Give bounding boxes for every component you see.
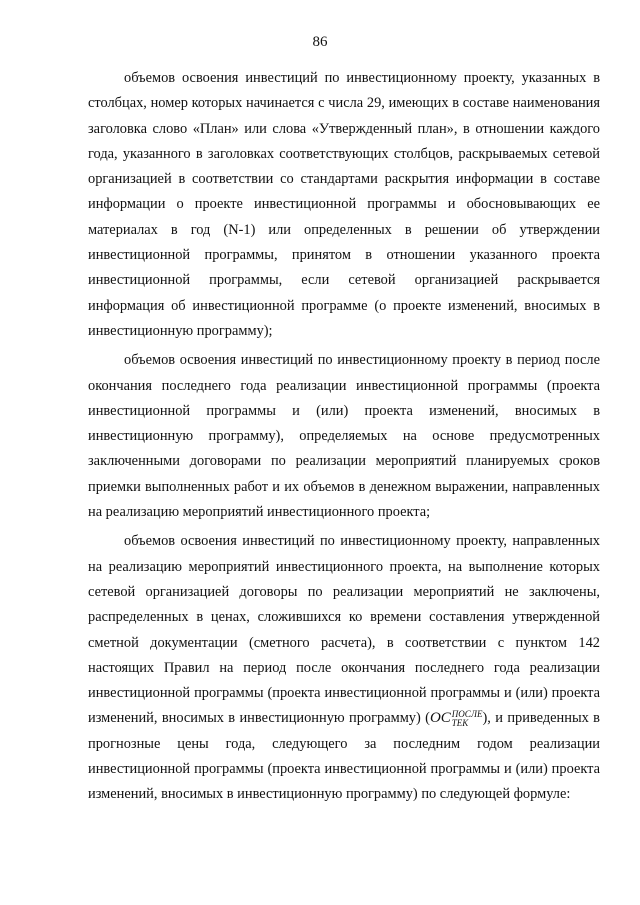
formula-base: ОС — [429, 710, 451, 727]
formula-subscript: ТЕК — [451, 717, 469, 728]
paragraph-2: объемов освоения инвестиций по инвестиционному проекту в период после окончания последнего года реализации инвестиционной программы (проекта инвестиционной программы и (или) проекта изменений, вносимых в инвестиционную программу), определяемых на основе предусмотренных заключенными договорами по реализации мероприятий планируемых сроков приемки выполненных работ и их объемов в денежном выражении, направленных на реализацию мероприятий инвестиционного проекта; — [88, 352, 600, 521]
paragraph-3-text-before: объемов освоения инвестиций по инвестиционному проекту, направленных на реализацию мероприятий инвестиционного проекта, на выполнение которых сетевой организацией договоры по реализации мероприятий не заключены, распределенных в ценах, сложившихся ко времени составления утвержденной сметной документации (сметного расчета), в соответствии с пунктом 142 настоящих Правил на период после окончания последнего года реализации инвестиционной программы (проекта инвестиционной программы и (или) проекта изменений, вносимых в инвестиционную программу) ( — [88, 533, 600, 727]
paragraph-3 — [88, 529, 600, 807]
paragraph-1: объемов освоения инвестиций по инвестиционному проекту, указанных в столбцах, номер которых начинается с числа 29, имеющих в составе наименования заголовка слово «План» или слова «Утвержденный план», в отношении каждого года, указанного в заголовках соответствующих столбцов, раскрываемых сетевой организацией в соответствии со стандартами раскрытия информации в составе информации о проекте инвестиционной программы и обосновывающих ее материалах в год (N-1) или определенных в решении об утверждении инвестиционной программы, принятом в отношении указанного проекта инвестиционной программы, если сетевой организацией раскрывается информация об инвестиционной программе (о проекте изменений, вносимых в инвестиционную программу); — [88, 70, 600, 339]
paragraph-3-text-after: ), и приведенных в прогнозные цены года, следующего за последним годом реализации инвестиционной программы (проекта инвестиционной программы и (или) проекта изменений, вносимых в инвестиционную программу) по следующей формуле: — [88, 710, 600, 803]
formula-superscript: ПОСЛЕ — [451, 708, 483, 719]
body-text — [88, 66, 600, 812]
formula-oc-tek-posle — [430, 706, 483, 731]
page-number: 86 — [312, 34, 328, 50]
